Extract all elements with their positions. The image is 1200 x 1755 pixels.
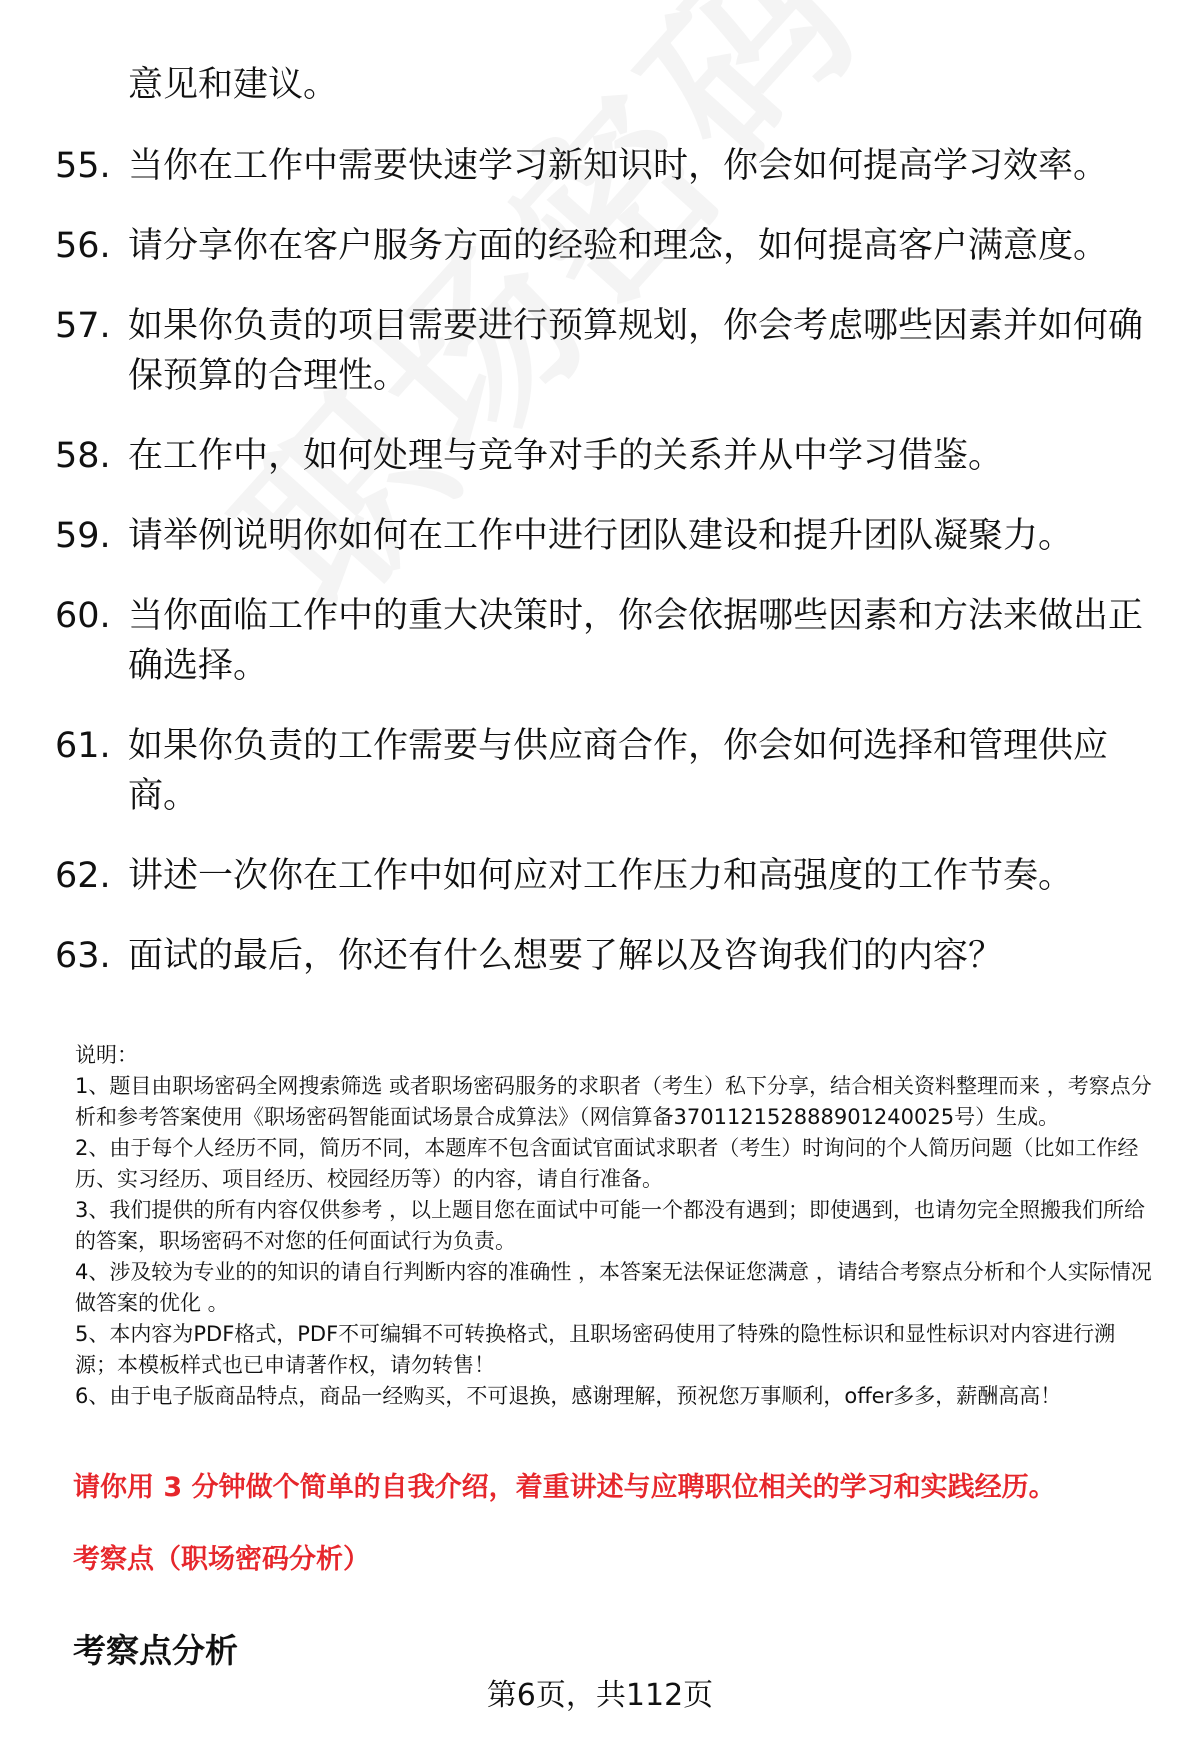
note-item: 6、由于电子版商品特点，商品一经购买，不可退换，感谢理解，预祝您万事顺利，offer多多，薪酬高高！ xyxy=(75,1384,1062,1408)
note-item: 5、本内容为PDF格式，PDF不可编辑不可转换格式，且职场密码使用了特殊的隐性标识和显性标识对内容进行溯源；本模板样式也已申请著作权，请勿转售！ xyxy=(75,1322,1116,1377)
note-item: 4、涉及较为专业的的知识的请自行判断内容的准确性 ，本答案无法保证您满意 ，请结合考察点分析和个人实际情况做答案的优化 。 xyxy=(75,1260,1152,1315)
question-number: 60. xyxy=(55,596,111,636)
question-number: 61. xyxy=(55,726,111,766)
question-text: 请举例说明你如何在工作中进行团队建设和提升团队凝聚力。 xyxy=(128,516,1074,556)
question-item xyxy=(55,221,1145,271)
section-heading: 考察点分析 xyxy=(73,1631,238,1670)
question-item xyxy=(55,141,1145,191)
question-text: 如果你负责的项目需要进行预算规划，你会考虑哪些因素并如何确保预算的合理性。 xyxy=(128,306,1144,396)
question-item xyxy=(55,851,1145,901)
question-number: 59. xyxy=(55,516,111,556)
question-item xyxy=(55,511,1145,561)
question-text: 如果你负责的工作需要与供应商合作，你会如何选择和管理供应商。 xyxy=(128,726,1109,816)
question-number: 56. xyxy=(55,226,111,266)
question-item xyxy=(55,931,1145,981)
question-text: 当你面临工作中的重大决策时，你会依据哪些因素和方法来做出正确选择。 xyxy=(128,596,1144,686)
question-number: 55. xyxy=(55,146,111,186)
question-number: 57. xyxy=(55,306,111,346)
notes-title: 说明： xyxy=(75,1043,138,1067)
question-text: 请分享你在客户服务方面的经验和理念，如何提高客户满意度。 xyxy=(128,226,1109,266)
question-text: 面试的最后，你还有什么想要了解以及咨询我们的内容？ xyxy=(128,936,1004,976)
page-number: 第6页，共112页 xyxy=(486,1678,714,1713)
question-text: 在工作中，如何处理与竞争对手的关系并从中学习借鉴。 xyxy=(128,436,1004,476)
notes-section xyxy=(75,1040,1155,1412)
continuation-text: 意见和建议。 xyxy=(128,65,339,105)
question-item xyxy=(55,301,1145,401)
question-number: 58. xyxy=(55,436,111,476)
question-text: 讲述一次你在工作中如何应对工作压力和高强度的工作节奏。 xyxy=(128,856,1074,896)
note-item: 2、由于每个人经历不同，简历不同，本题库不包含面试官面试求职者（考生）时询问的个人简历问题（比如工作经历、实习经历、项目经历、校园经历等）的内容，请自行准备。 xyxy=(75,1136,1139,1191)
featured-subheading: 考察点（职场密码分析） xyxy=(73,1544,370,1575)
note-item: 1、题目由职场密码全网搜索筛选 或者职场密码服务的求职者（考生）私下分享，结合相关资料整理而来 ，考察点分析和参考答案使用《职场密码智能面试场景合成算法》（网信算备370112152888901240025号）生成。 xyxy=(75,1074,1152,1129)
question-text: 当你在工作中需要快速学习新知识时，你会如何提高学习效率。 xyxy=(128,146,1109,186)
featured-question: 请你用 3 分钟做个简单的自我介绍，着重讲述与应聘职位相关的学习和实践经历。 xyxy=(73,1472,1056,1503)
question-item xyxy=(55,721,1145,821)
question-number: 62. xyxy=(55,856,111,896)
question-item xyxy=(55,431,1145,481)
question-list xyxy=(55,141,1145,1011)
note-item: 3、我们提供的所有内容仅供参考 ，以上题目您在面试中可能一个都没有遇到；即使遇到，也请勿完全照搬我们所给的答案，职场密码不对您的任何面试行为负责。 xyxy=(75,1198,1146,1253)
question-number: 63. xyxy=(55,936,111,976)
question-item xyxy=(55,591,1145,691)
